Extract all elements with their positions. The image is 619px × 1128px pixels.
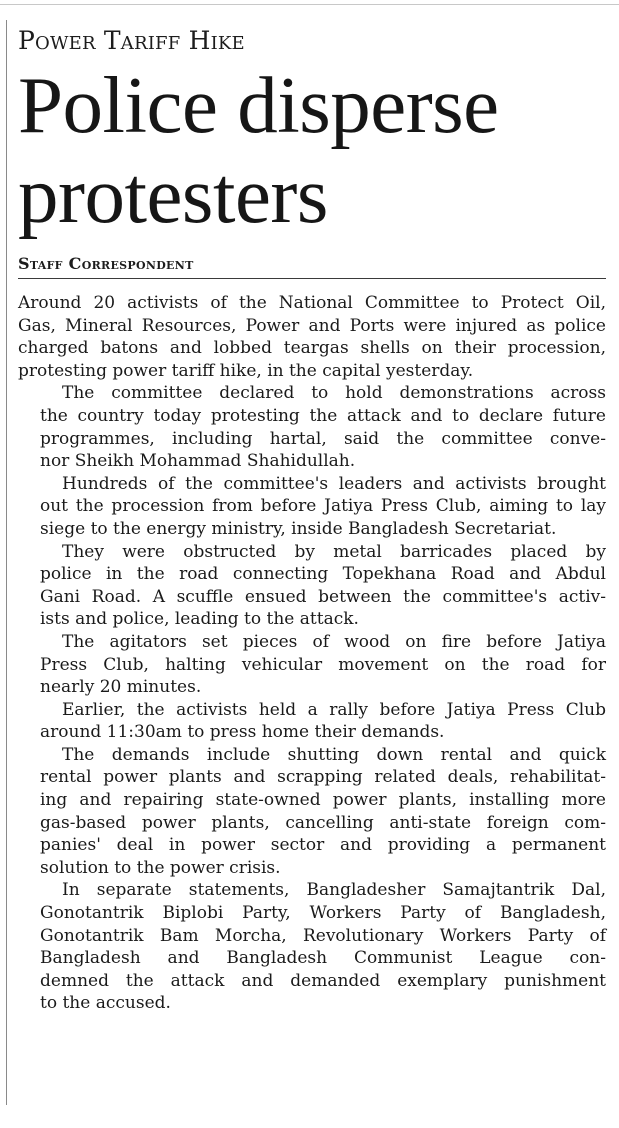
paragraph-line: They were obstructed by metal barricades placed by bbox=[62, 541, 606, 562]
body-paragraph bbox=[18, 292, 606, 382]
paragraph-line: Hundreds of the committee's leaders and activists brought bbox=[62, 473, 606, 494]
column-left-rule bbox=[6, 20, 7, 1105]
paragraph-line: nearly 20 minutes. bbox=[40, 677, 202, 698]
body-paragraph bbox=[18, 699, 606, 744]
paragraph-line: Earlier, the activists held a rally before Jatiya Press Club bbox=[62, 699, 606, 720]
body-paragraph bbox=[18, 631, 606, 699]
body-paragraph bbox=[18, 473, 606, 541]
paragraph-line: police in the road connecting Topekhana Road and Abdul bbox=[40, 564, 606, 585]
paragraph-line: gas-based power plants, cancelling anti-state foreign com- bbox=[40, 812, 606, 833]
paragraph-line: Gas, Mineral Resources, Power and Ports were injured as police bbox=[18, 315, 606, 336]
paragraph-line: Around 20 activists of the National Committee to Protect Oil, bbox=[18, 293, 606, 313]
paragraph-line: programmes, including hartal, said the committee conve- bbox=[40, 428, 606, 449]
byline-divider bbox=[18, 278, 606, 279]
paragraph-line: solution to the power crisis. bbox=[40, 857, 281, 878]
headline-line: Police disperse bbox=[18, 60, 499, 150]
body-paragraph bbox=[18, 879, 606, 1015]
top-border-rule bbox=[0, 4, 619, 5]
paragraph-line: panies' deal in power sector and providing a permanent bbox=[40, 835, 606, 856]
paragraph-line: to the accused. bbox=[40, 993, 171, 1014]
paragraph-line: around 11:30am to press home their demands. bbox=[40, 722, 445, 743]
paragraph-line: Gani Road. A scuffle ensued between the committee's activ- bbox=[40, 586, 606, 607]
paragraph-line: ing and repairing state-owned power plants, installing more bbox=[40, 790, 606, 811]
paragraph-line: Gonotantrik Bam Morcha, Revolutionary Workers Party of bbox=[40, 925, 606, 946]
article-body bbox=[18, 292, 606, 1015]
body-paragraph bbox=[18, 541, 606, 631]
paragraph-line: charged batons and lobbed teargas shells on their procession, bbox=[18, 338, 606, 359]
paragraph-line: nor Sheikh Mohammad Shahidullah. bbox=[40, 451, 356, 472]
body-paragraph bbox=[18, 744, 606, 880]
paragraph-line: Press Club, halting vehicular movement on the road for bbox=[40, 654, 606, 675]
paragraph-line: Gonotantrik Biplobi Party, Workers Party of Bangladesh, bbox=[40, 903, 606, 924]
paragraph-line: protesting power tariff hike, in the capital yesterday. bbox=[18, 360, 474, 381]
article-byline: Staff Correspondent bbox=[18, 254, 194, 273]
paragraph-line: The agitators set pieces of wood on fire before Jatiya bbox=[62, 631, 606, 652]
paragraph-line: Bangladesh and Bangladesh Communist League con- bbox=[40, 948, 606, 969]
paragraph-line: siege to the energy ministry, inside Bangladesh Secretariat. bbox=[40, 518, 557, 539]
article-headline bbox=[18, 60, 606, 240]
paragraph-line: The demands include shutting down rental and quick bbox=[62, 744, 606, 765]
paragraph-line: The committee declared to hold demonstrations across bbox=[62, 383, 606, 404]
paragraph-line: rental power plants and scrapping related deals, rehabilitat- bbox=[40, 767, 606, 788]
paragraph-line: ists and police, leading to the attack. bbox=[40, 609, 359, 630]
article-kicker: Power Tariff Hike bbox=[18, 26, 245, 55]
headline-line: protesters bbox=[18, 150, 328, 240]
paragraph-line: In separate statements, Bangladesher Samajtantrik Dal, bbox=[62, 880, 606, 901]
news-article bbox=[18, 24, 606, 1015]
paragraph-line: the country today protesting the attack and to declare future bbox=[40, 405, 606, 426]
paragraph-line: demned the attack and demanded exemplary punishment bbox=[40, 970, 606, 991]
paragraph-line: out the procession from before Jatiya Press Club, aiming to lay bbox=[40, 496, 606, 517]
body-paragraph bbox=[18, 382, 606, 472]
